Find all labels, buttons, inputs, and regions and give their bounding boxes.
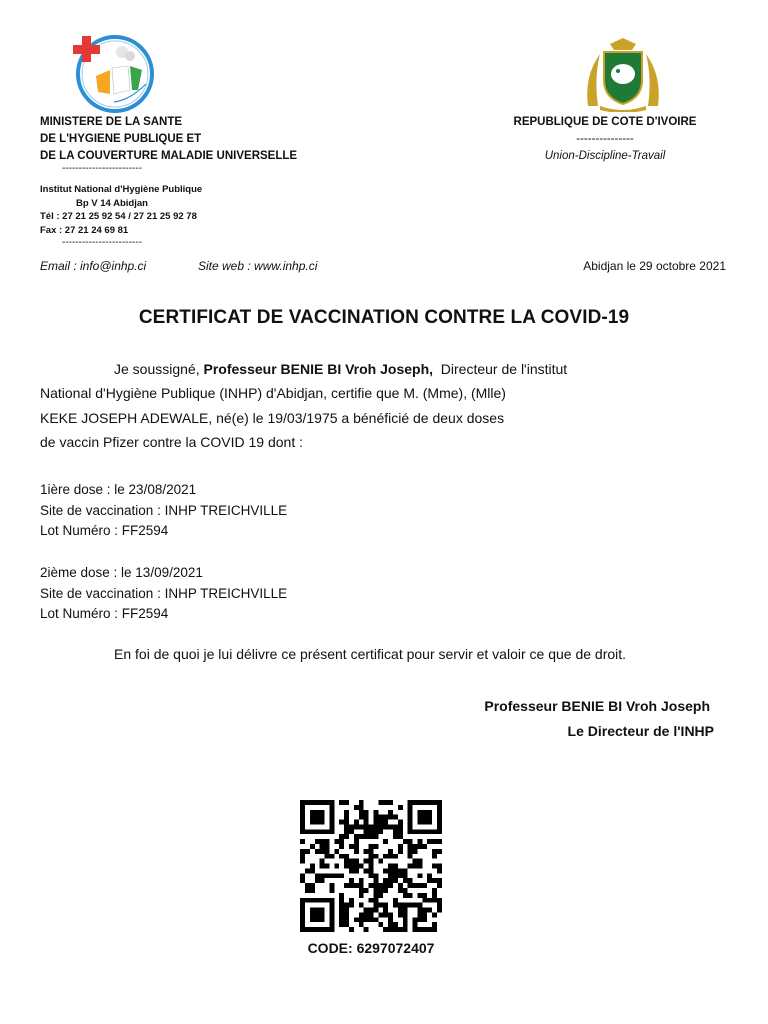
body-line-2: National d'Hygiène Publique (INHP) d'Abidjan, certifie que M. (Mme), (Mlle) xyxy=(40,385,506,402)
inhp-logo xyxy=(70,32,156,114)
website-text: Site web : www.inhp.ci xyxy=(198,259,318,273)
separator-line-2: ------------------------ xyxy=(62,237,142,248)
country-name: REPUBLIQUE DE COTE D'IVOIRE xyxy=(513,116,697,128)
separator-line: ------------------------ xyxy=(62,163,142,174)
institut-address: Bp V 14 Abidjan xyxy=(76,197,148,209)
certificate-title: CERTIFICAT DE VACCINATION CONTRE LA COVID-19 xyxy=(138,307,630,328)
institut-name: Institut National d'Hygiène Publique xyxy=(40,184,203,195)
email-text: Email : info@inhp.ci xyxy=(40,259,147,273)
dose-lot: Lot Numéro : FF2594 xyxy=(40,523,169,538)
qr-code xyxy=(300,800,442,932)
signature-role: Le Directeur de l'INHP xyxy=(567,723,714,739)
dose-date: 1ière dose : le 23/08/2021 xyxy=(40,482,197,497)
national-motto: Union-Discipline-Travail xyxy=(544,150,666,162)
dose-site: Site de vaccination : INHP TREICHVILLE xyxy=(40,585,288,601)
intro-text: Je soussigné, xyxy=(114,361,204,377)
intro-post: Directeur de l'institut xyxy=(433,361,568,377)
republic-separator: --------------- xyxy=(576,133,634,145)
body-line-4: de vaccin Pfizer contre la COVID 19 dont : xyxy=(40,433,304,450)
ministry-line-2: DE L'HYGIENE PUBLIQUE ET xyxy=(40,133,202,145)
ministry-line-3: DE LA COUVERTURE MALADIE UNIVERSELLE xyxy=(40,150,298,162)
certificate-body xyxy=(40,357,730,454)
signature-name: Professeur BENIE BI Vroh Joseph xyxy=(484,698,710,714)
body-line-1 xyxy=(40,357,730,381)
coat-of-arms-emblem xyxy=(580,36,666,112)
dose-site: Site de vaccination : INHP TREICHVILLE xyxy=(40,502,288,518)
institut-block xyxy=(40,183,202,237)
ministry-header xyxy=(40,114,297,165)
closing-statement: En foi de quoi je lui délivre ce présent certificat pour servir et valoir ce que de droit. xyxy=(114,646,627,662)
dose-1-block xyxy=(40,480,287,542)
institut-tel: Tél : 27 21 25 92 54 / 27 21 25 92 78 xyxy=(40,211,197,222)
dose-lot: Lot Numéro : FF2594 xyxy=(40,606,169,621)
dose-2-block xyxy=(40,563,287,625)
signer-name: Professeur BENIE BI Vroh Joseph, xyxy=(203,361,434,377)
issue-date: Abidjan le 29 octobre 2021 xyxy=(583,259,726,273)
body-line-3: KEKE JOSEPH ADEWALE, né(e) le 19/03/1975 a bénéficié de deux doses xyxy=(40,409,505,426)
institut-fax: Fax : 27 21 24 69 81 xyxy=(40,224,129,236)
dose-date: 2ième dose : le 13/09/2021 xyxy=(40,565,203,580)
ministry-line-1: MINISTERE DE LA SANTE xyxy=(40,116,183,128)
republic-header xyxy=(480,114,730,165)
verification-code: CODE: 6297072407 xyxy=(307,940,435,956)
